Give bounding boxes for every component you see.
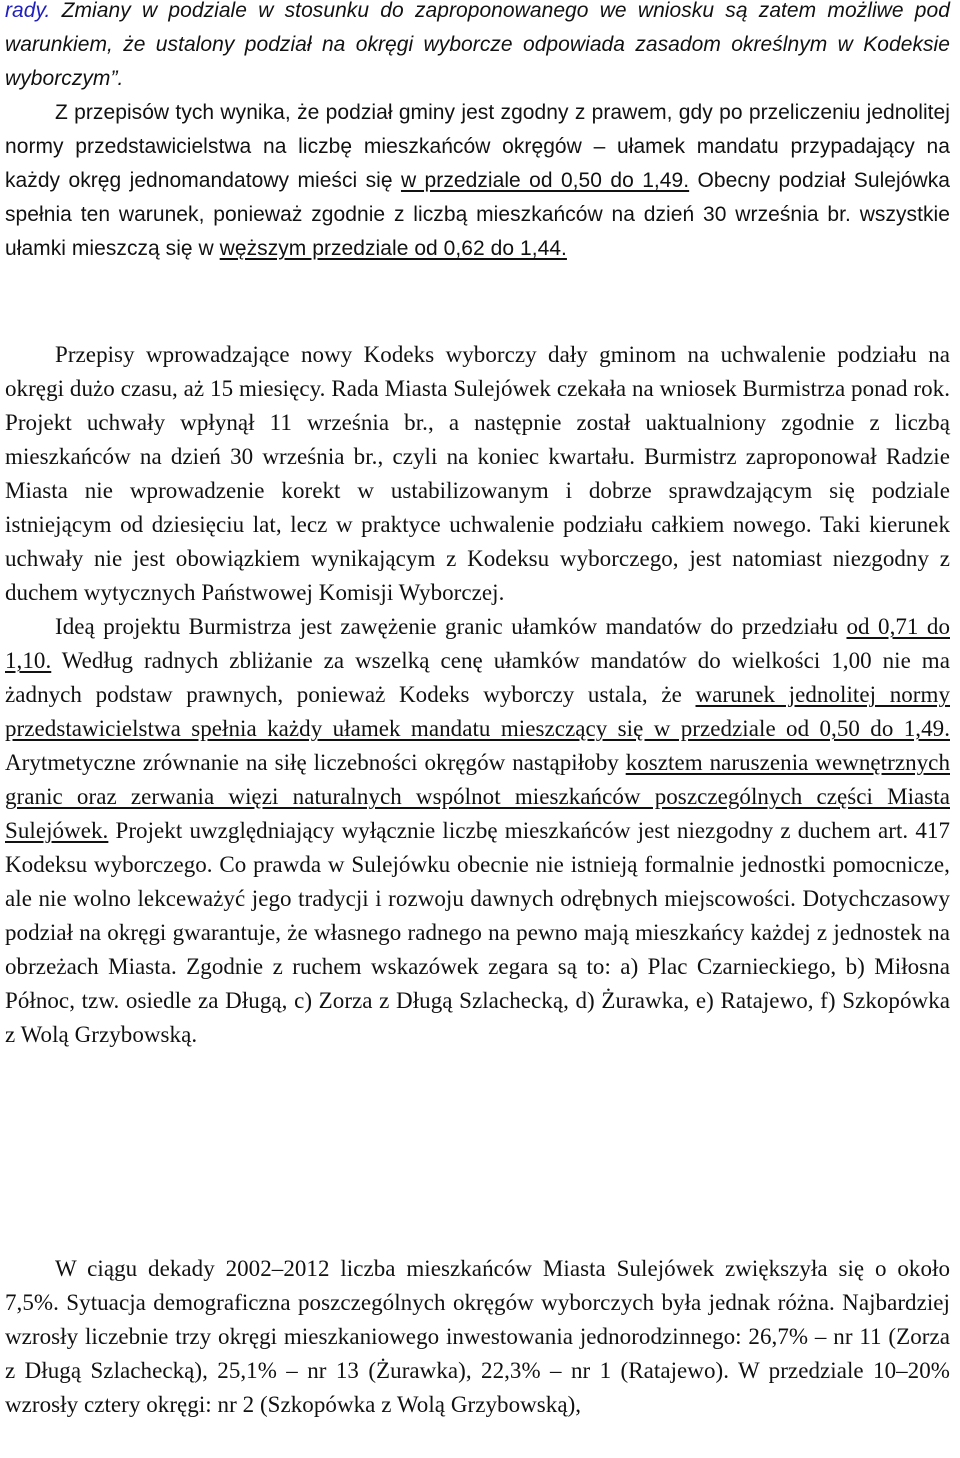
rule-text-b: Obecny podział Sulejówka spełnia ten warunek, ponieważ zgodnie z liczbą mieszkańców na dzień 30 września br. wszystkie ułamki mieszczą się w — [5, 169, 950, 260]
proposal-cost-underlined: kosztem naruszenia wewnętrznych granic oraz zerwania więzi naturalnych wspólnot mieszkańców poszczególnych części Miasta Sulejówek. — [5, 750, 950, 843]
demography-text: W ciągu dekady 2002–2012 liczba mieszkańców Miasta Sulejówek zwiększyła się o około 7,5%. Sytuacja demograficzna poszczególnych okręgów wyborczych była jednak różna. Najbardziej wzrosły liczebnie trzy okręgi mieszkaniowego inwestowania jednorodzinnego: 26,7% – nr 11 (Zorza z Długą Szlachecką), 25,1% – nr 13 (Żurawka), 22,3% – nr 1 (Ratajewo). W przedziale 10–20% wzrosły cztery okręgi: nr 2 (Szkopówka z Wolą Grzybowską), — [5, 1256, 950, 1417]
proposal-text-c: Arytmetyczne zrównanie na siłę liczebności okręgów nastąpiłoby — [5, 750, 626, 775]
history-paragraph — [5, 338, 950, 610]
proposal-paragraph — [5, 610, 950, 1052]
history-text: Przepisy wprowadzające nowy Kodeks wyborczy dały gminom na uchwalenie podziału na okręgi dużo czasu, aż 15 miesięcy. Rada Miasta Sulejówek czekała na wniosek Burmistrza ponad rok. Projekt uchwały wpłynął 11 września br., a następnie został uaktualniony zgodnie z liczbą mieszkańców na dzień 30 września br., czyli na koniec kwartału. Burmistrz zaproponował Radzie Miasta nie wprowadzenie korekt w ustabilizowanym i dobrze sprawdzającym się podziale istniejącym od dziesięciu lat, lecz w praktyce uchwalenie podziału całkiem nowego. Taki kierunek uchwały nie jest obowiązkiem wynikającym z Kodeksu wyborczego, jest natomiast niezgodny z duchem wytycznych Państwowej Komisji Wyborczej. — [5, 342, 950, 605]
rule-narrow-range-underlined: węższym przedziale od 0,62 do 1,44. — [219, 237, 567, 260]
intro-section — [5, 0, 950, 266]
quote-head: rady. — [5, 0, 51, 22]
proposal-text-b: Według radnych zbliżanie za wszelką cenę ułamków mandatów do wielkości 1,00 nie ma żadnych podstaw prawnych, ponieważ Kodeks wyborczy ustala, że — [5, 648, 950, 707]
demography-paragraph — [5, 1252, 950, 1422]
proposal-text-d: Projekt uwzględniający wyłącznie liczbę mieszkańców jest niezgodny z duchem art. 417 Kodeksu wyborczego. Co prawda w Sulejówku obecnie nie istnieją formalnie jednostki pomocnicze, ale nie wolno lekceważyć jego tradycji i rozwoju dawnych odrębnych miejscowości. Dotychczasowy podział na okręgi gwarantuje, że własnego radnego na pewno mają mieszkańcy każdej z jednostek na obrzeżach Miasta. Zgodnie z ruchem wskazówek zegara są to: a) Plac Czarnieckiego, b) Miłosna Północ, tzw. osiedle za Długą, c) Zorza z Długą Szlachecką, d) Żurawka, e) Ratajewo, f) Szkopówka z Wolą Grzybowską. — [5, 818, 950, 1047]
rule-range-underlined: w przedziale od 0,50 do 1,49. — [400, 169, 690, 192]
quote-paragraph — [5, 0, 950, 96]
quote-italic — [5, 0, 950, 90]
rule-paragraph — [5, 96, 950, 266]
proposal-range-underlined: od 0,71 do 1,10. — [5, 614, 950, 673]
proposal-norm-underlined: warunek jednolitej normy przedstawicielstwa spełnia każdy ułamek mandatu mieszczący się w przedziale od 0,50 do 1,49. — [5, 682, 950, 741]
body-section — [5, 338, 950, 1052]
proposal-text-a: Ideą projektu Burmistrza jest zawężenie granic ułamków mandatów do przedziału — [55, 614, 847, 639]
closing-section — [5, 1252, 950, 1422]
rule-text-a: Z przepisów tych wynika, że podział gminy jest zgodny z prawem, gdy po przeliczeniu jednolitej normy przedstawicielstwa na liczbę mieszkańców okręgów – ułamek mandatu przypadający na każdy okręg jednomandatowy mieści się — [5, 101, 950, 192]
quote-rest: Zmiany w podziale w stosunku do zaproponowanego we wniosku są zatem możliwe pod warunkiem, że ustalony podział na okręgi wyborcze odpowiada zasadom określnym w Kodeksie wyborczym”. — [5, 0, 950, 90]
